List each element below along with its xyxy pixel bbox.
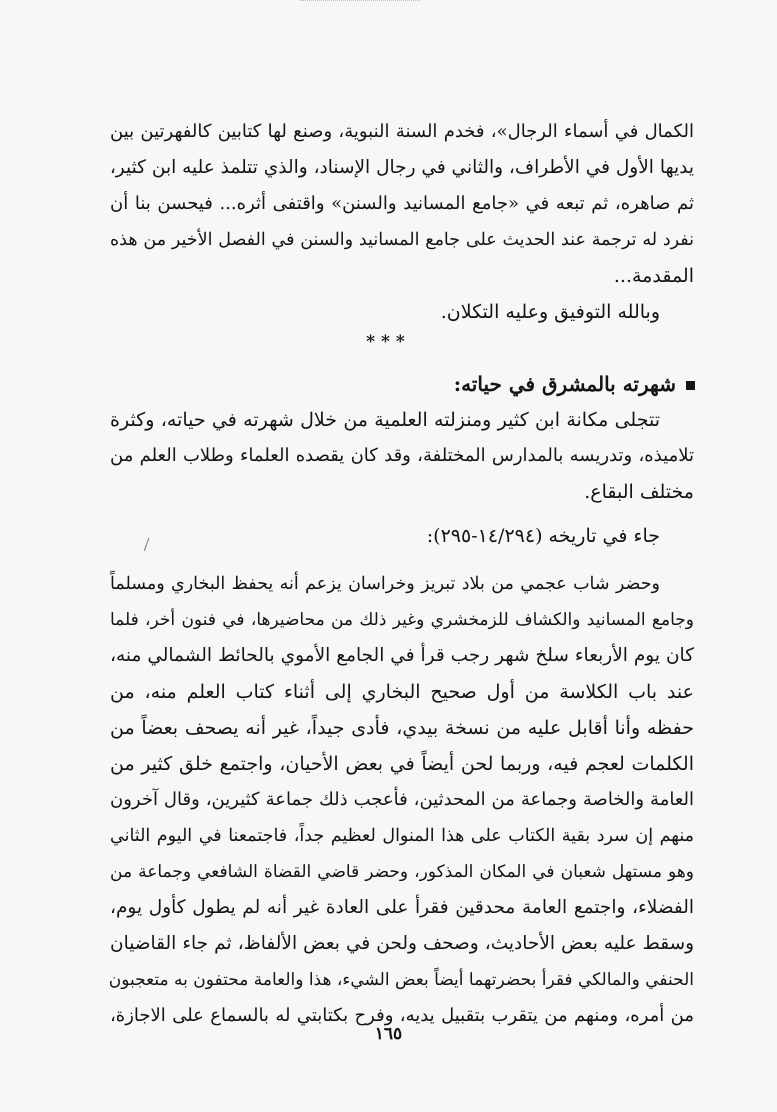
text-line: تتجلى مكانة ابن كثير ومنزلته العلمية من خلال شهرته في حياته، وكثرة [110, 409, 660, 431]
section-heading [295, 366, 695, 402]
quote-paragraph [110, 566, 694, 1034]
text-line: مختلف البقاع. [584, 481, 694, 503]
text-line: الحنفي والمالكي فقرأ بحضرتهما أيضاً بعض الشيء، هذا والعامة محتفون به متعجبون [108, 970, 694, 990]
text-line: الكلمات لعجم فيه، وربما لحن أيضاً في بعض الأحيان، واجتمع خلق كثير من [110, 753, 694, 775]
text-line: وحضر شاب عجمي من بلاد تبريز وخراسان يزعم أنه يحفظ البخاري ومسلماً [110, 574, 660, 594]
text-line: المقدمة... [613, 265, 694, 287]
text-line: العامة والخاصة وجماعة من المحدثين، فأعجب ذلك جماعة كثيرين، وقال آخرون [110, 789, 694, 810]
intro-paragraph [110, 114, 694, 294]
text-line: ثم صاهره، ثم تبعه في «جامع المسانيد والسنن» واقتفى أثره... فيحسن بنا أن [110, 193, 694, 214]
section-heading-text: شهرته بالمشرق في حياته: [453, 372, 676, 396]
text-line: نفرد له ترجمة عند الحديث على جامع المسانيد والسنن في الفصل الأخير من هذه [110, 230, 694, 250]
closing-line [110, 294, 694, 330]
square-bullet-icon [686, 381, 695, 390]
fame-paragraph [110, 402, 694, 510]
text-line: كان يوم الأربعاء سلخ شهر رجب قرأ في الجامع الأموي بالحائط الشمالي منه، [110, 645, 694, 666]
text-line: عند باب الكلاسة من أول صحيح البخاري إلى أثناء كتاب العلم منه، من [110, 681, 694, 703]
text-line: من أمره، ومنهم من يتقرب بتقبيل يديه، وفرح بكتابتي له بالسماع على الاجازة، [110, 1005, 694, 1026]
text-line: يديها الأول في الأطراف، والثاني في رجال الإسناد، والذي تتلمذ عليه ابن كثير، [109, 157, 694, 178]
page-number: ١٦٥ [374, 1024, 403, 1044]
closing-text: وبالله التوفيق وعليه التكلان. [440, 301, 660, 323]
text-line: الفضلاء، واجتمع العامة محدقين فقرأ على العادة غير أنه لم يطول كأول يوم، [110, 897, 694, 918]
text-line: حفظه وأنا أقابل عليه من نسخة بيدي، فأدى جيداً، غير أنه يصحف بعضاً من [110, 717, 694, 739]
text-line: منهم إن سرد بقية الكتاب على هذا المنوال لعظيم جداً، فاجتمعنا في اليوم الثاني [110, 826, 694, 846]
text-line: الكمال في أسماء الرجال»، فخدم السنة النبوية، وصنع لها كتابين كالفهرتين بين [110, 121, 694, 142]
citation-line [110, 518, 694, 554]
text-line: وجامع المسانيد والكشاف للزمخشري وغير ذلك من محاضيرها، في فنون أخر، فلما [110, 610, 694, 630]
text-line: تلاميذه، وتدريسه بالمدارس المختلفة، وقد كان يقصده العلماء وطلاب العلم من [110, 445, 694, 466]
citation-text: جاء في تاريخه (١٤/٢٩٤-٢٩٥): [426, 525, 660, 547]
text-line: وهو مستهل شعبان في المكان المذكور، وحضر قاضي القضاة الشافعي وجماعة من [110, 862, 694, 882]
scan-artifact-line [300, 0, 420, 2]
section-separator: *** [366, 332, 411, 352]
text-line: وسقط عليه بعض الأحاديث، وصحف ولحن في بعض الألفاظ، ثم جاء القاضيان [110, 933, 694, 954]
